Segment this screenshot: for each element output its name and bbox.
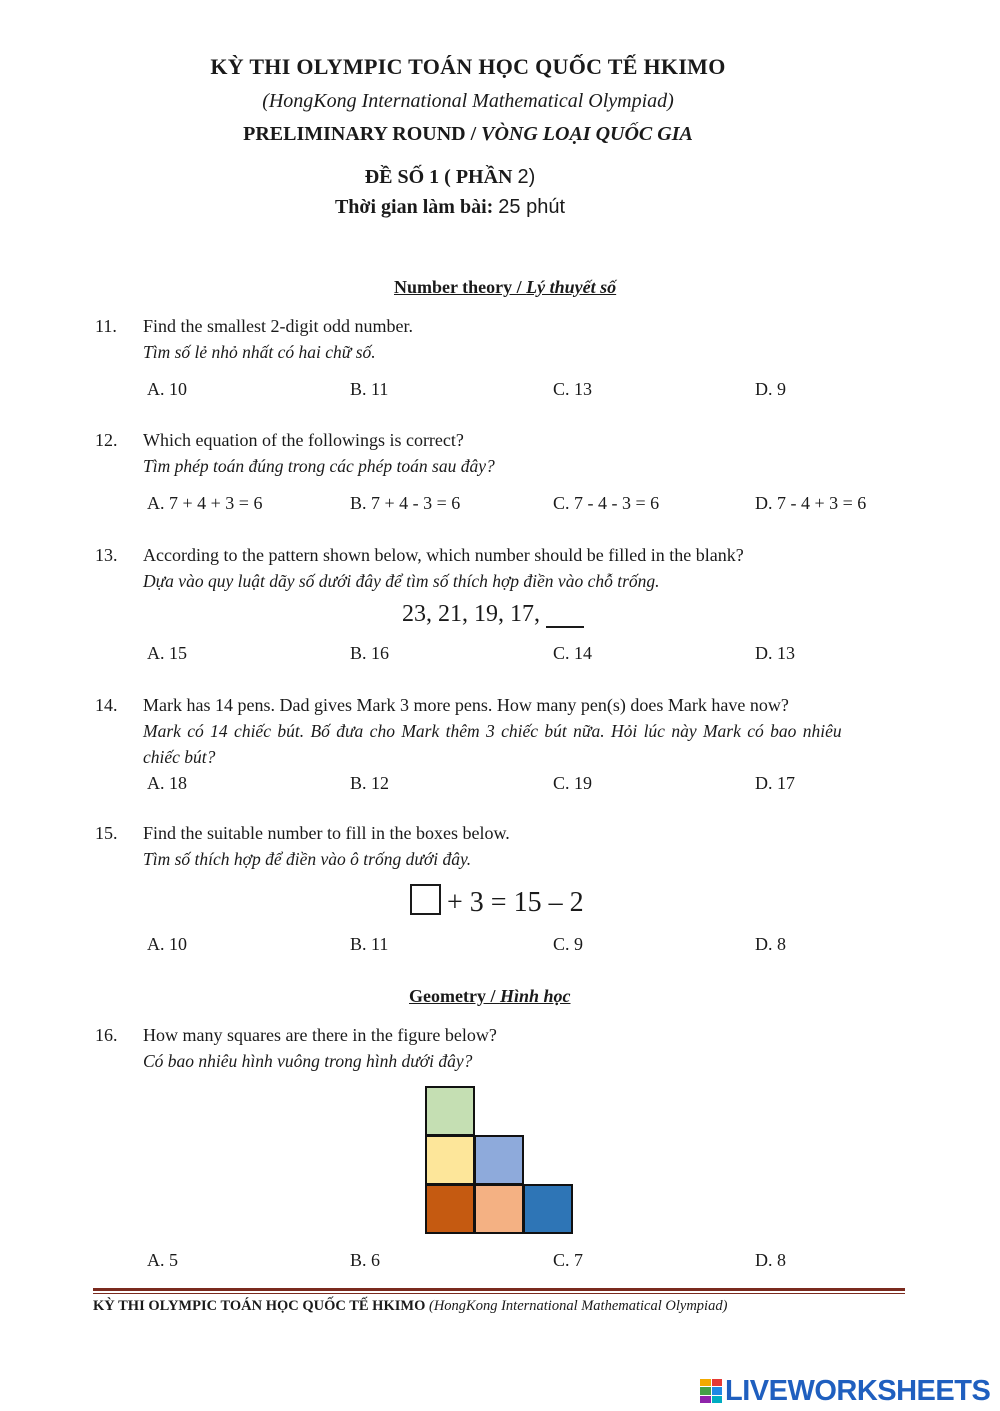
option-c[interactable]: C. 19 bbox=[553, 773, 593, 793]
question-text-vi: Dựa vào quy luật dãy số dưới đây để tìm số thích hợp điền vào chỗ trống. bbox=[143, 571, 660, 591]
question-text-en: Which equation of the followings is correct? bbox=[143, 430, 464, 450]
question-text-vi-continued: chiếc bút? bbox=[143, 747, 216, 767]
option-d[interactable]: D. 8 bbox=[755, 934, 786, 954]
option-d[interactable]: D. 7 - 4 + 3 = 6 bbox=[755, 493, 867, 513]
question-text-en: Find the smallest 2-digit odd number. bbox=[143, 316, 413, 336]
answer-box[interactable] bbox=[410, 884, 441, 915]
question-number: 11. bbox=[95, 316, 117, 336]
option-c[interactable]: C. 9 bbox=[553, 934, 584, 954]
option-d[interactable]: D. 8 bbox=[755, 1250, 786, 1270]
option-c[interactable]: C. 13 bbox=[553, 379, 593, 399]
question-number: 13. bbox=[95, 545, 118, 565]
square-dark-orange bbox=[425, 1184, 475, 1234]
question-text-vi: Tìm số thích hợp để điền vào ô trống dưới đây. bbox=[143, 849, 472, 869]
section-number-theory: Number theory / Lý thuyết số bbox=[394, 277, 617, 297]
question-text-vi: Mark có 14 chiếc bút. Bố đưa cho Mark thêm 3 chiếc bút nữa. Hỏi lúc này Mark có bao nhiêu bbox=[143, 721, 842, 741]
footer-rule-thin bbox=[93, 1293, 905, 1294]
question-text-en: According to the pattern shown below, which number should be filled in the blank? bbox=[143, 545, 744, 565]
option-d[interactable]: D. 13 bbox=[755, 643, 795, 663]
option-b[interactable]: B. 7 + 4 - 3 = 6 bbox=[350, 493, 461, 513]
section-geometry: Geometry / Hình học bbox=[409, 986, 571, 1006]
square-light-blue bbox=[474, 1135, 524, 1185]
option-c[interactable]: C. 14 bbox=[553, 643, 593, 663]
question-text-vi: Tìm phép toán đúng trong các phép toán sau đây? bbox=[143, 456, 495, 476]
option-a[interactable]: A. 18 bbox=[147, 773, 187, 793]
option-b[interactable]: B. 12 bbox=[350, 773, 390, 793]
answer-blank[interactable] bbox=[546, 624, 584, 628]
square-green bbox=[425, 1086, 475, 1136]
question-text-en: Find the suitable number to fill in the boxes below. bbox=[143, 823, 510, 843]
option-d[interactable]: D. 17 bbox=[755, 773, 795, 793]
option-b[interactable]: B. 11 bbox=[350, 379, 389, 399]
option-d[interactable]: D. 9 bbox=[755, 379, 786, 399]
option-c[interactable]: C. 7 bbox=[553, 1250, 584, 1270]
question-number: 15. bbox=[95, 823, 118, 843]
liveworksheets-logo[interactable] bbox=[700, 1376, 990, 1406]
question-number: 16. bbox=[95, 1025, 118, 1045]
time-limit: Thời gian làm bài: 25 phút bbox=[334, 196, 566, 218]
option-a[interactable]: A. 10 bbox=[147, 379, 187, 399]
question-text-vi: Tìm số lẻ nhỏ nhất có hai chữ số. bbox=[143, 342, 376, 362]
option-a[interactable]: A. 10 bbox=[147, 934, 187, 954]
round-label: PRELIMINARY ROUND / VÒNG LOẠI QUỐC GIA bbox=[243, 123, 693, 145]
question-number: 12. bbox=[95, 430, 118, 450]
brand-text: LIVEWORKSHEETS bbox=[725, 1374, 991, 1407]
question-text-vi: Có bao nhiêu hình vuông trong hình dưới đây? bbox=[143, 1051, 473, 1071]
question-text-en: How many squares are there in the figure below? bbox=[143, 1025, 497, 1045]
option-b[interactable]: B. 16 bbox=[350, 643, 390, 663]
option-b[interactable]: B. 6 bbox=[350, 1250, 381, 1270]
exam-title: KỲ THI OLYMPIC TOÁN HỌC QUỐC TẾ HKIMO bbox=[210, 54, 726, 79]
number-sequence: 23, 21, 19, 17, bbox=[402, 601, 584, 628]
option-b[interactable]: B. 11 bbox=[350, 934, 389, 954]
question-text-en: Mark has 14 pens. Dad gives Mark 3 more pens. How many pen(s) does Mark have now? bbox=[143, 695, 789, 715]
question-number: 14. bbox=[95, 695, 118, 715]
option-a[interactable]: A. 5 bbox=[147, 1250, 178, 1270]
equation: + 3 = 15 – 2 bbox=[410, 884, 584, 919]
footer-text: KỲ THI OLYMPIC TOÁN HỌC QUỐC TẾ HKIMO (HongKong International Mathematical Olympiad) bbox=[93, 1298, 728, 1314]
option-c[interactable]: C. 7 - 4 - 3 = 6 bbox=[553, 493, 660, 513]
option-a[interactable]: A. 15 bbox=[147, 643, 187, 663]
exam-subtitle: (HongKong International Mathematical Olympiad) bbox=[262, 90, 674, 112]
brand-icon bbox=[700, 1379, 722, 1403]
exam-number: ĐỀ SỐ 1 ( PHẦN 2) bbox=[364, 166, 536, 188]
option-a[interactable]: A. 7 + 4 + 3 = 6 bbox=[147, 493, 263, 513]
square-yellow bbox=[425, 1135, 475, 1185]
square-light-orange bbox=[474, 1184, 524, 1234]
square-dark-blue bbox=[523, 1184, 573, 1234]
footer-rule bbox=[93, 1288, 905, 1291]
